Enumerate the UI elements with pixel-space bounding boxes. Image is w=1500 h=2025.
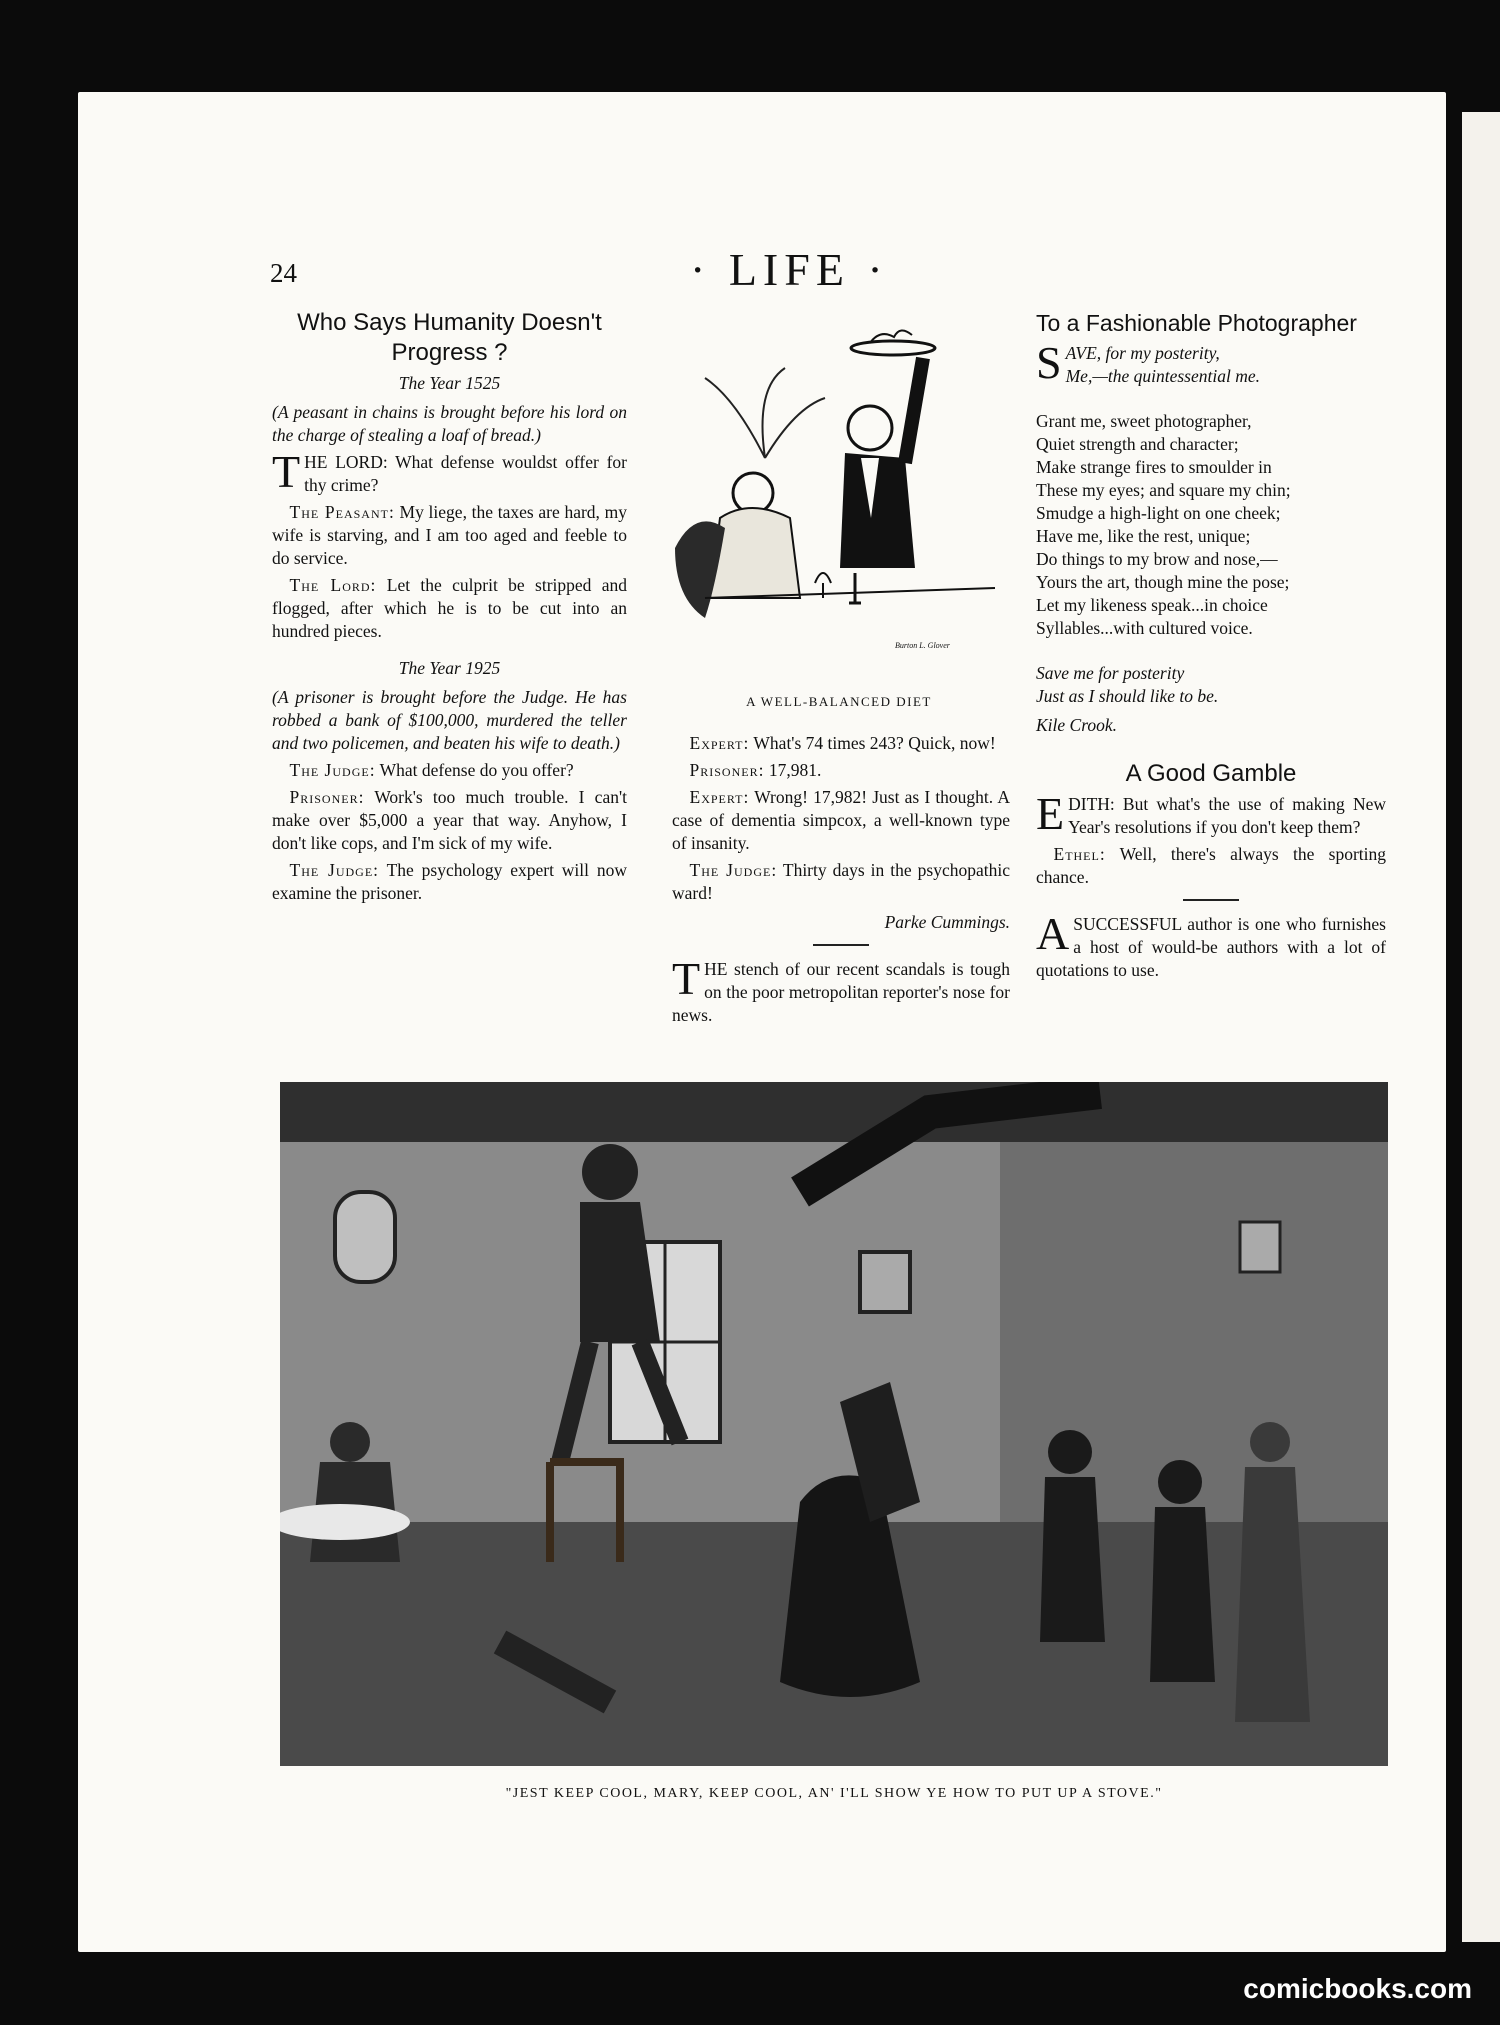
dialogue-line: THE LORD: What defense wouldst offer for thy crime? [272, 446, 627, 497]
stove-scene-drawing [280, 1082, 1388, 1766]
dialogue-line: The Judge: The psychology expert will now examine the prisoner. [272, 860, 628, 903]
poem-line: These my eyes; and square my chin; [1036, 480, 1291, 500]
poem-line: Quiet strength and character; [1036, 434, 1239, 454]
dialogue-line: The Peasant: My liege, the taxes are hard, my wife is starving, and I am too aged and feeble to do service. [272, 502, 628, 568]
stage-direction: (A prisoner is brought before the Judge. He has robbed a bank of $100,000, murdered the teller and two policemen, and beaten his wife to death.) [272, 687, 627, 753]
article-humanity [272, 308, 627, 909]
poem-column [1036, 308, 1386, 986]
poem-line: Let my likeness speak...in choice [1036, 595, 1268, 615]
author-credit: Parke Cummings. [884, 912, 1010, 932]
poem-line: Smudge a high-light on one cheek; [1036, 503, 1281, 523]
dialogue-line: The Judge: Thirty days in the psychopathic ward! [672, 860, 1011, 903]
watermark: comicbooks.com [1243, 1973, 1472, 2004]
cartoon-illustration [665, 318, 1013, 682]
dialogue-line: Expert: What's 74 times 243? Quick, now! [689, 733, 996, 753]
poem-line: Me,—the quintessential me. [1065, 366, 1260, 386]
dialogue-line: Expert: Wrong! 17,982! Just as I thought. A case of dementia simpcox, a well-known type of insanity. [672, 787, 1011, 853]
divider [1183, 899, 1239, 901]
poem-title: To a Fashionable Photographer [1036, 310, 1357, 336]
page-number: 24 [270, 258, 297, 288]
stage-direction: (A peasant in chains is brought before his lord on the charge of stealing a loaf of bread.) [272, 402, 627, 445]
poem-body [1036, 337, 1386, 737]
drop-cap: T [672, 953, 701, 1004]
poem-line: Yours the art, though mine the pose; [1036, 572, 1290, 592]
poem-line: Grant me, sweet photographer, [1036, 411, 1252, 431]
poem-line: SAVE, for my posterity, [1036, 337, 1220, 388]
dialogue-line: The Lord: Let the culprit be stripped and flogged, after which he is to be cut into an hundred pieces. [272, 575, 628, 641]
article-humanity-continued [672, 732, 1010, 1031]
dialogue-line: The Judge: What defense do you offer? [289, 760, 574, 780]
poem-line: Syllables...with cultured voice. [1036, 618, 1253, 638]
illustration-caption: "JEST KEEP COOL, MARY, KEEP COOL, AN' I'LL SHOW YE HOW TO PUT UP A STOVE." [505, 1786, 1163, 1801]
poem-line: Make strange fires to smoulder in [1036, 457, 1272, 477]
cartoon-signature: Burton L. Glover [895, 641, 950, 650]
cartoon-caption: A WELL-BALANCED DIET [746, 694, 932, 709]
drop-cap: T [272, 446, 301, 497]
poem-line: Have me, like the rest, unique; [1036, 526, 1251, 546]
poem-line: Do things to my brow and nose,— [1036, 549, 1278, 569]
section-heading: The Year 1525 [398, 373, 501, 393]
section-heading: The Year 1925 [398, 658, 501, 678]
poem-line: Just as I should like to be. [1036, 686, 1219, 706]
divider [813, 944, 869, 946]
dialogue-line: Ethel: Well, there's always the sporting chance. [1036, 844, 1386, 887]
poem-line: Save me for posterity [1036, 663, 1185, 683]
drop-cap: A [1036, 908, 1070, 959]
author-credit: Kile Crook. [1036, 715, 1118, 735]
dialogue-line: EDITH: But what's the use of making New Year's resolutions if you don't keep them? [1036, 788, 1386, 839]
cartoon-waiter-drawing [665, 318, 1013, 682]
dialogue-line: Prisoner: Work's too much trouble. I can't make over $5,000 a year that way. Anyhow, I don't like cops, and I'm sick of my wife. [272, 787, 627, 853]
drop-cap: S [1036, 337, 1062, 388]
facing-page-edge [1462, 112, 1500, 1942]
scandal-paragraph: THE stench of our recent scandals is tough on the poor metropolitan reporter's nose for news. [672, 953, 1010, 1025]
article-title: A Good Gamble [1125, 760, 1297, 787]
drop-cap: E [1036, 788, 1065, 839]
masthead: · LIFE · [690, 244, 889, 295]
dialogue-line: Prisoner: 17,981. [689, 760, 822, 780]
author-paragraph: ASUCCESSFUL author is one who furnishes a host of would-be authors with a lot of quotations to use. [1036, 908, 1386, 980]
stove-illustration [280, 1082, 1388, 1766]
article-title: Who Says Humanity Doesn't Progress ? [297, 309, 602, 366]
